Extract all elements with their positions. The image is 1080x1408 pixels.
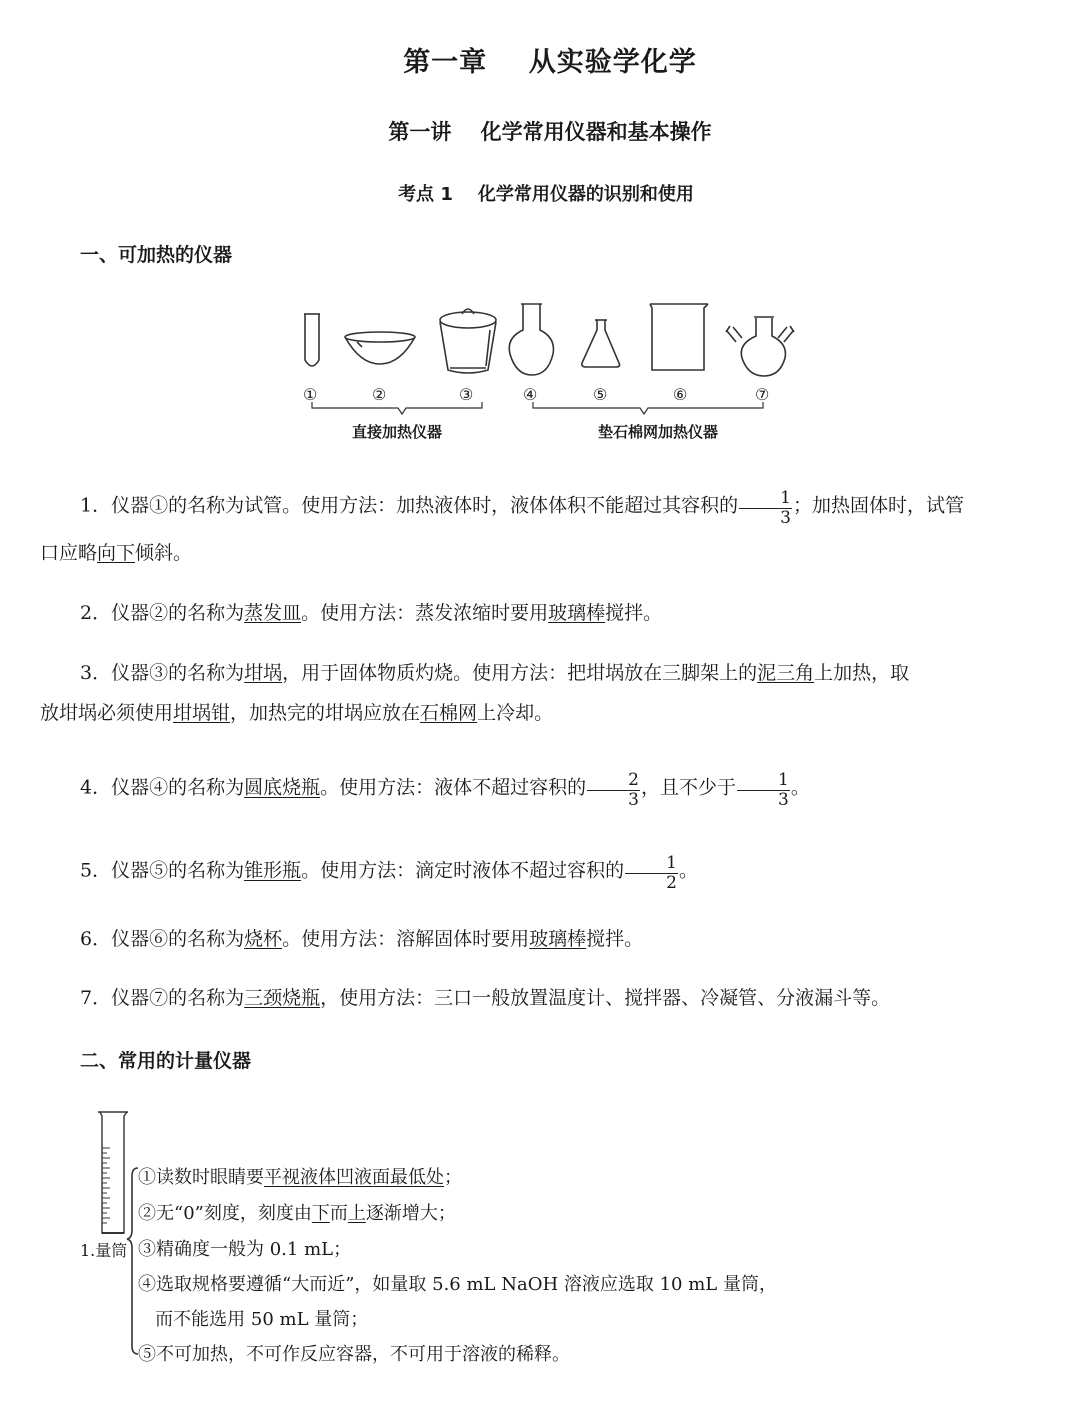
caption-net-heating: 垫石棉网加热仪器 bbox=[598, 423, 719, 441]
label-3: ③ bbox=[459, 385, 474, 404]
measuring-cylinder-icon bbox=[98, 1112, 128, 1233]
fraction: $\frac{1}{3}$ bbox=[737, 772, 790, 809]
cylinder-note-4: ④选取规格要遵循“大而近”，如量取 5.6 mL NaOH 溶液应选取 10 mL 量筒， bbox=[138, 1274, 777, 1295]
item-4: 4．仪器④的名称为圆底烧瓶。使用方法：液体不超过容积的 $\frac{2}{3}$ ，且不少于 $\frac{1}{3}$ 。 bbox=[80, 770, 810, 810]
test-tube-icon bbox=[304, 314, 320, 366]
label-2: ② bbox=[372, 385, 387, 404]
evaporating-dish-icon bbox=[345, 332, 415, 364]
chapter-title: 第一章 从实验学化学 bbox=[403, 47, 697, 78]
section-heading-heatable: 一、可加热的仪器 bbox=[80, 244, 233, 266]
cylinder-note-4-cont: 而不能选用 50 mL 量筒； bbox=[138, 1309, 369, 1330]
item-6: 6．仪器⑥的名称为烧杯。使用方法：溶解固体时要用玻璃棒搅拌。 bbox=[80, 928, 644, 950]
conical-flask-icon bbox=[582, 320, 620, 367]
point-title: 考点 1 化学常用仪器的识别和使用 bbox=[398, 184, 694, 205]
label-7: ⑦ bbox=[755, 385, 770, 404]
cylinder-label: 1.量筒 bbox=[80, 1241, 128, 1260]
round-bottom-flask-icon bbox=[509, 304, 553, 375]
label-5: ⑤ bbox=[593, 385, 608, 404]
crucible-icon bbox=[440, 309, 496, 373]
three-neck-flask-icon bbox=[726, 317, 794, 376]
cylinder-note-3: ③精确度一般为 0.1 mL； bbox=[138, 1239, 352, 1260]
item-1-cont: 口应略向下倾斜。 bbox=[40, 542, 193, 564]
cylinder-note-5: ⑤不可加热，不可作反应容器，不可用于溶液的稀释。 bbox=[138, 1344, 570, 1365]
label-4: ④ bbox=[523, 385, 538, 404]
caption-direct-heating: 直接加热仪器 bbox=[352, 423, 443, 441]
fraction: $\frac{2}{3}$ bbox=[587, 772, 640, 809]
cylinder-note-1: ①读数时眼睛要平视液体凹液面最低处； bbox=[138, 1167, 462, 1188]
item-1: 1．仪器①的名称为试管。使用方法：加热液体时，液体体积不能超过其容积的 $\frac{1}{3}$ ；加热固体时，试管 bbox=[80, 488, 964, 528]
item-7: 7．仪器⑦的名称为三颈烧瓶，使用方法：三口一般放置温度计、搅拌器、冷凝管、分液漏斗等。 bbox=[80, 987, 891, 1009]
cylinder-note-2: ②无“0”刻度，刻度由下而上逐渐增大； bbox=[138, 1203, 456, 1224]
lecture-title: 第一讲 化学常用仪器和基本操作 bbox=[388, 120, 712, 144]
beaker-icon bbox=[650, 304, 708, 370]
item-2: 2．仪器②的名称为蒸发皿。使用方法：蒸发浓缩时要用玻璃棒搅拌。 bbox=[80, 602, 663, 624]
item-5: 5．仪器⑤的名称为锥形瓶。使用方法：滴定时液体不超过容积的 $\frac{1}{2}$ 。 bbox=[80, 853, 698, 893]
label-1: ① bbox=[303, 385, 318, 404]
fraction: $\frac{1}{2}$ bbox=[625, 855, 678, 892]
item-3-cont: 放坩埚必须使用坩埚钳，加热完的坩埚应放在石棉网上冷却。 bbox=[40, 702, 554, 724]
brace-icon bbox=[127, 1168, 138, 1354]
label-6: ⑥ bbox=[673, 385, 688, 404]
fraction: $\frac{1}{3}$ bbox=[739, 490, 792, 527]
section-heading-measuring: 二、常用的计量仪器 bbox=[80, 1050, 252, 1072]
item-3: 3．仪器③的名称为坩埚，用于固体物质灼烧。使用方法：把坩埚放在三脚架上的泥三角上加热，取 bbox=[80, 662, 910, 684]
